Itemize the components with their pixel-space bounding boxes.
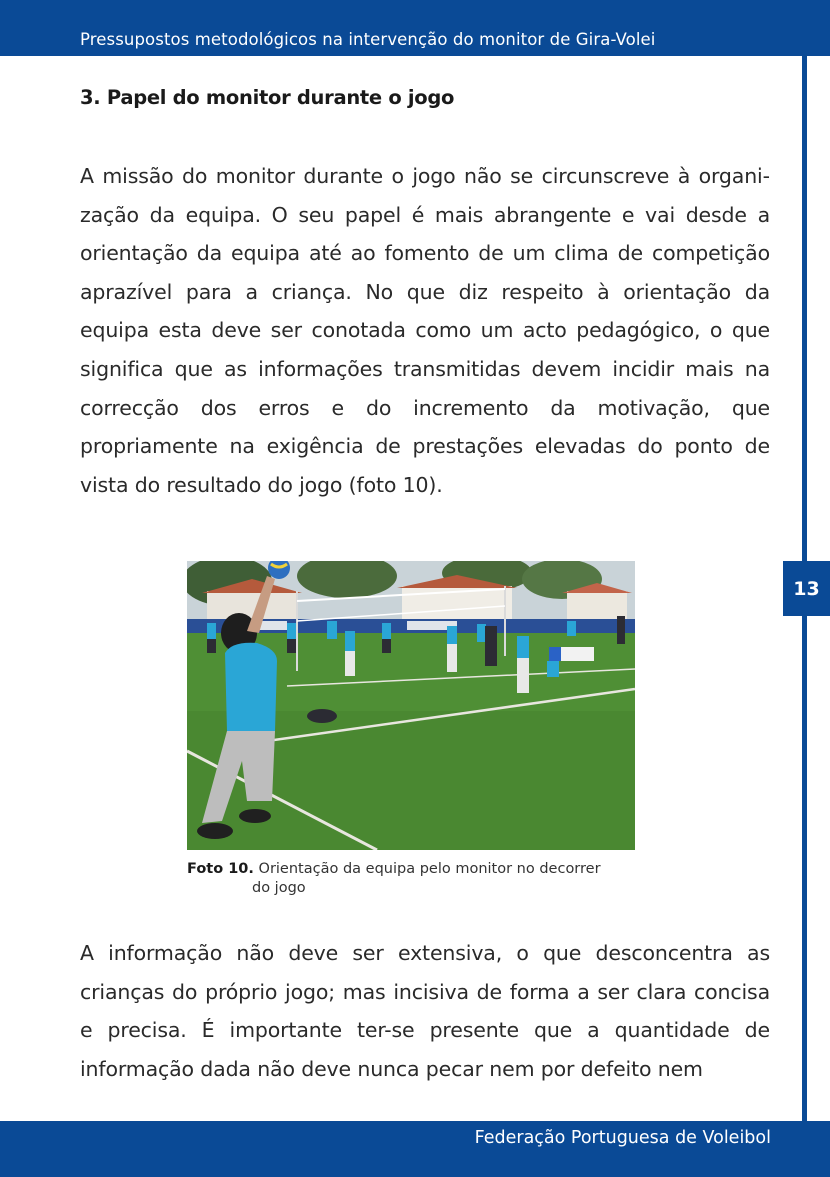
running-title: Pressupostos metodológicos na intervenção do monitor de Gira-Volei [80,30,656,49]
body-paragraph: A missão do monitor durante o jogo não se circunscreve à organização da equipa. O seu papel é mais abrangente e vai desde a orientação da equipa até ao fomento de um clima de competição aprazível para a criança. No que diz respeito à orientação da equipa esta deve ser conotada como um acto pedagógico, o que significa que as informações transmitidas devem incidir mais na correcção dos erros e do incremento da motivação, que propriamente na exigência de prestações elevadas do ponto de vista do resultado do jogo (foto 10). [80,164,770,497]
caption-text-continued: do jogo [252,880,306,896]
section-heading: 3. Papel do monitor durante o jogo [80,86,455,109]
figure-caption [187,860,647,898]
body-paragraph: A informação não deve ser extensiva, o que desconcentra as crianças do próprio jogo; mas incisiva de forma a ser clara concisa e precisa. É importante ter-se presente que a quantidade de informação dada não deve nunca pecar nem por defeito nem [80,941,770,1081]
photo-volleyball-field [187,561,635,850]
footer-publisher: Federação Portuguesa de Voleibol [474,1128,771,1148]
page-number: 13 [783,561,830,616]
caption-text: Orientação da equipa pelo monitor no decorrer [258,861,601,877]
caption-label: Foto 10. [187,861,254,877]
